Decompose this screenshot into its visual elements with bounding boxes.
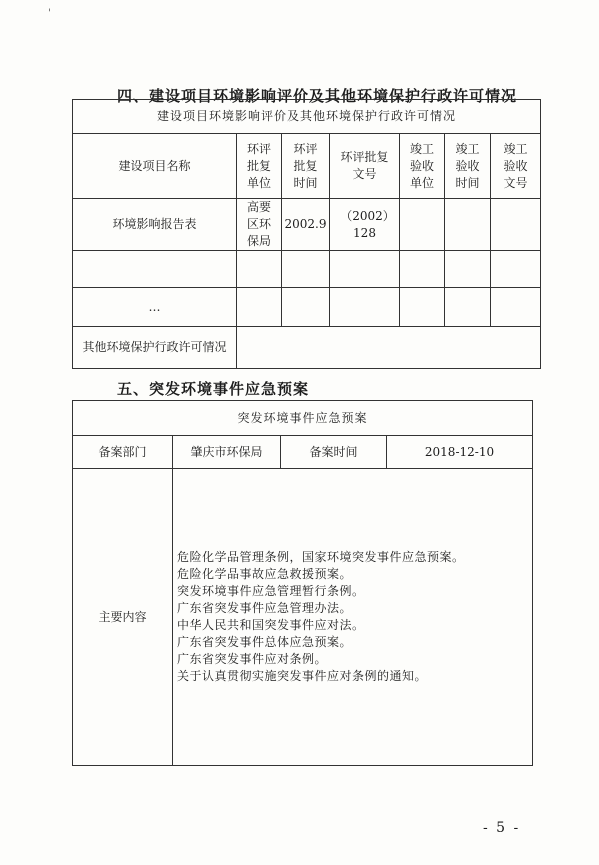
cell-eia-unit-text: 高要区环保局 — [246, 200, 271, 248]
cell-eia-doc-text: （2002）128 — [340, 208, 389, 240]
header-project-name: 建设项目名称 — [73, 134, 237, 199]
page-number: - 5 - — [483, 820, 521, 836]
header-acc-doc — [491, 134, 541, 199]
section-5-title: 五、突发环境事件应急预案 — [117, 380, 310, 398]
other-permits-label — [73, 327, 237, 369]
table-row-empty — [73, 251, 541, 288]
cell-eia-unit — [237, 199, 282, 251]
list-item: 关于认真贯彻实施突发事件应对条例的通知。 — [177, 669, 428, 683]
list-item: 危险化学品事故应急救援预案。 — [177, 567, 353, 581]
cell-project-name: 环境影响报告表 — [73, 199, 237, 251]
list-item: 中华人民共和国突发事件应对法。 — [177, 618, 365, 632]
scan-mark: ' — [48, 8, 51, 19]
other-permits-value — [237, 327, 541, 369]
header-acc-unit-text: 竣工验收单位 — [409, 141, 434, 190]
main-content-row — [73, 469, 533, 766]
header-eia-unit-text: 环评批复单位 — [246, 141, 271, 190]
list-item: 危险化学品管理条例，国家环境突发事件应急预案。 — [177, 550, 465, 564]
table-row — [73, 199, 541, 251]
header-eia-unit — [237, 134, 282, 199]
emergency-plan-table — [72, 400, 533, 766]
table-header-row — [73, 134, 541, 199]
cell-acc-time — [445, 199, 491, 251]
table-row-other-permits — [73, 327, 541, 369]
ellipsis-cell: … — [73, 288, 237, 327]
list-item: 突发环境事件应急管理暂行条例。 — [177, 584, 365, 598]
main-content-list — [177, 549, 532, 685]
header-acc-time-text: 竣工验收时间 — [455, 141, 480, 190]
header-eia-doc-text: 环评批复文号 — [340, 150, 389, 181]
header-eia-time — [282, 134, 330, 199]
list-item: 广东省突发事件总体应急预案。 — [177, 635, 353, 649]
section-4-title: 四、建设项目环境影响评价及其他环境保护行政许可情况 — [117, 87, 518, 105]
table-caption: 突发环境事件应急预案 — [73, 401, 533, 436]
record-dept-value: 肇庆市环保局 — [173, 436, 281, 469]
record-dept-label: 备案部门 — [73, 436, 173, 469]
eia-permit-table — [72, 99, 541, 369]
record-row — [73, 436, 533, 469]
cell-eia-doc — [330, 199, 400, 251]
main-content-cell — [173, 469, 533, 766]
record-time-label: 备案时间 — [281, 436, 387, 469]
table-row-ellipsis — [73, 288, 541, 327]
header-eia-time-text: 环评批复时间 — [293, 141, 318, 190]
header-acc-unit — [400, 134, 445, 199]
header-eia-doc — [330, 134, 400, 199]
header-acc-doc-text: 竣工验收文号 — [503, 141, 528, 190]
main-content-label: 主要内容 — [73, 469, 173, 766]
table-caption: 建设项目环境影响评价及其他环境保护行政许可情况 — [73, 100, 541, 134]
record-time-value: 2018-12-10 — [387, 436, 533, 469]
list-item: 广东省突发事件应对条例。 — [177, 652, 328, 666]
header-acc-time — [445, 134, 491, 199]
list-item: 广东省突发事件应急管理办法。 — [177, 601, 353, 615]
cell-acc-unit — [400, 199, 445, 251]
cell-eia-time: 2002.9 — [282, 199, 330, 251]
cell-acc-doc — [491, 199, 541, 251]
other-permits-label-text: 其他环境保护行政许可情况 — [82, 340, 227, 354]
